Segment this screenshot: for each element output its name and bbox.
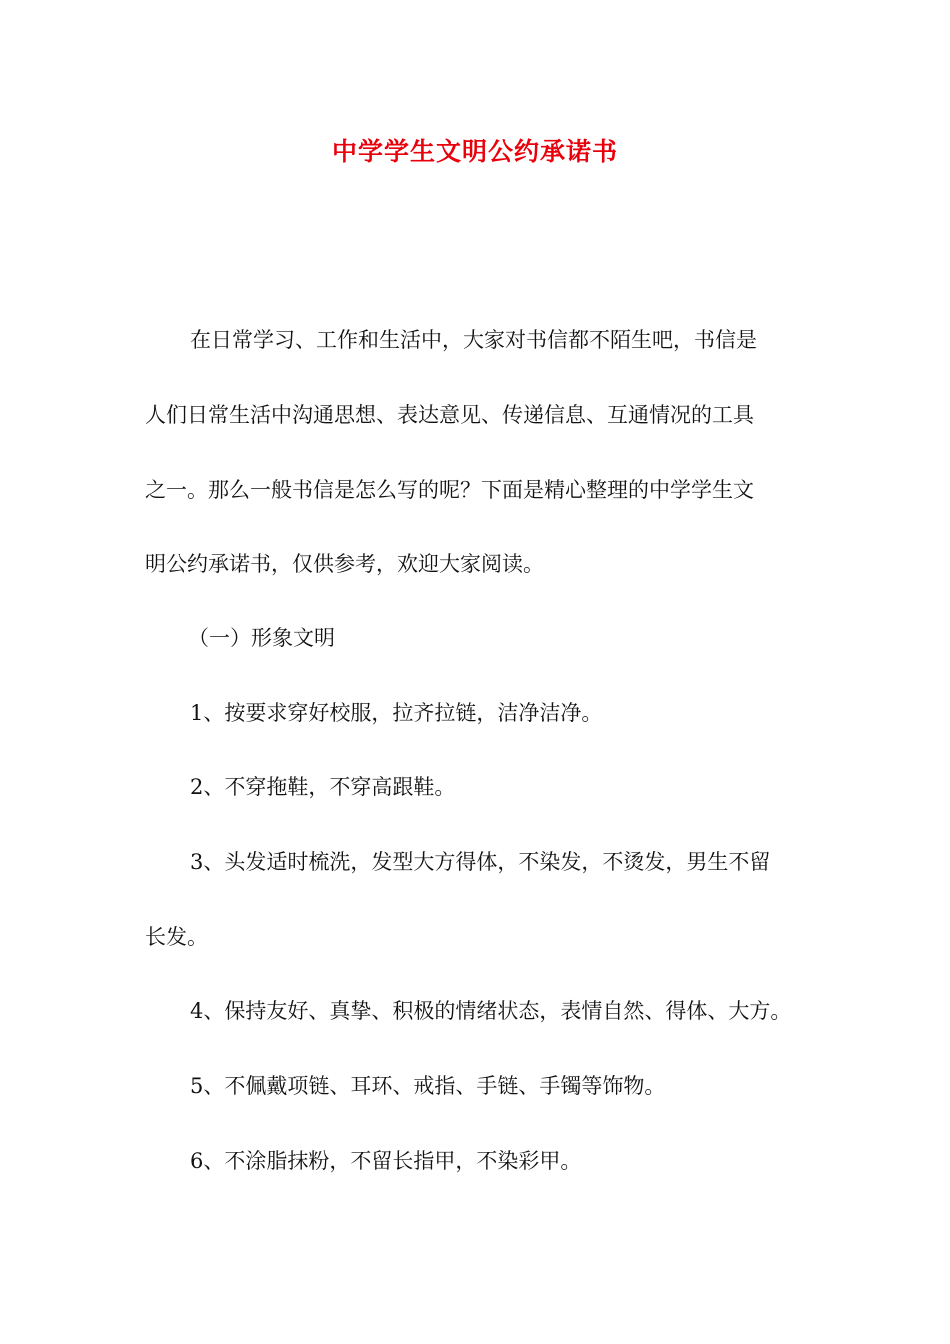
item-1: 1、按要求穿好校服，拉齐拉链，洁净洁净。 bbox=[190, 701, 603, 725]
intro-line-1: 在日常学习、工作和生活中，大家对书信都不陌生吧，书信是 bbox=[190, 328, 757, 352]
item-4: 4、保持友好、真挚、积极的情绪状态，表情自然、得体、大方。 bbox=[190, 999, 792, 1023]
item-3-line-2: 长发。 bbox=[145, 925, 208, 949]
document-title: 中学学生文明公约承诺书 bbox=[331, 137, 618, 166]
intro-line-3: 之一。那么一般书信是怎么写的呢？下面是精心整理的中学学生文 bbox=[145, 478, 754, 502]
item-6: 6、不涂脂抹粉，不留长指甲，不染彩甲。 bbox=[190, 1149, 582, 1173]
item-5: 5、不佩戴项链、耳环、戒指、手链、手镯等饰物。 bbox=[190, 1074, 666, 1098]
item-2: 2、不穿拖鞋，不穿高跟鞋。 bbox=[190, 775, 456, 799]
intro-line-4: 明公约承诺书，仅供参考，欢迎大家阅读。 bbox=[145, 552, 544, 576]
intro-line-2: 人们日常生活中沟通思想、表达意见、传递信息、互通情况的工具 bbox=[145, 403, 754, 427]
item-3-line-1: 3、头发适时梳洗，发型大方得体，不染发，不烫发，男生不留 bbox=[190, 850, 771, 874]
section-heading: （一）形象文明 bbox=[188, 626, 335, 650]
